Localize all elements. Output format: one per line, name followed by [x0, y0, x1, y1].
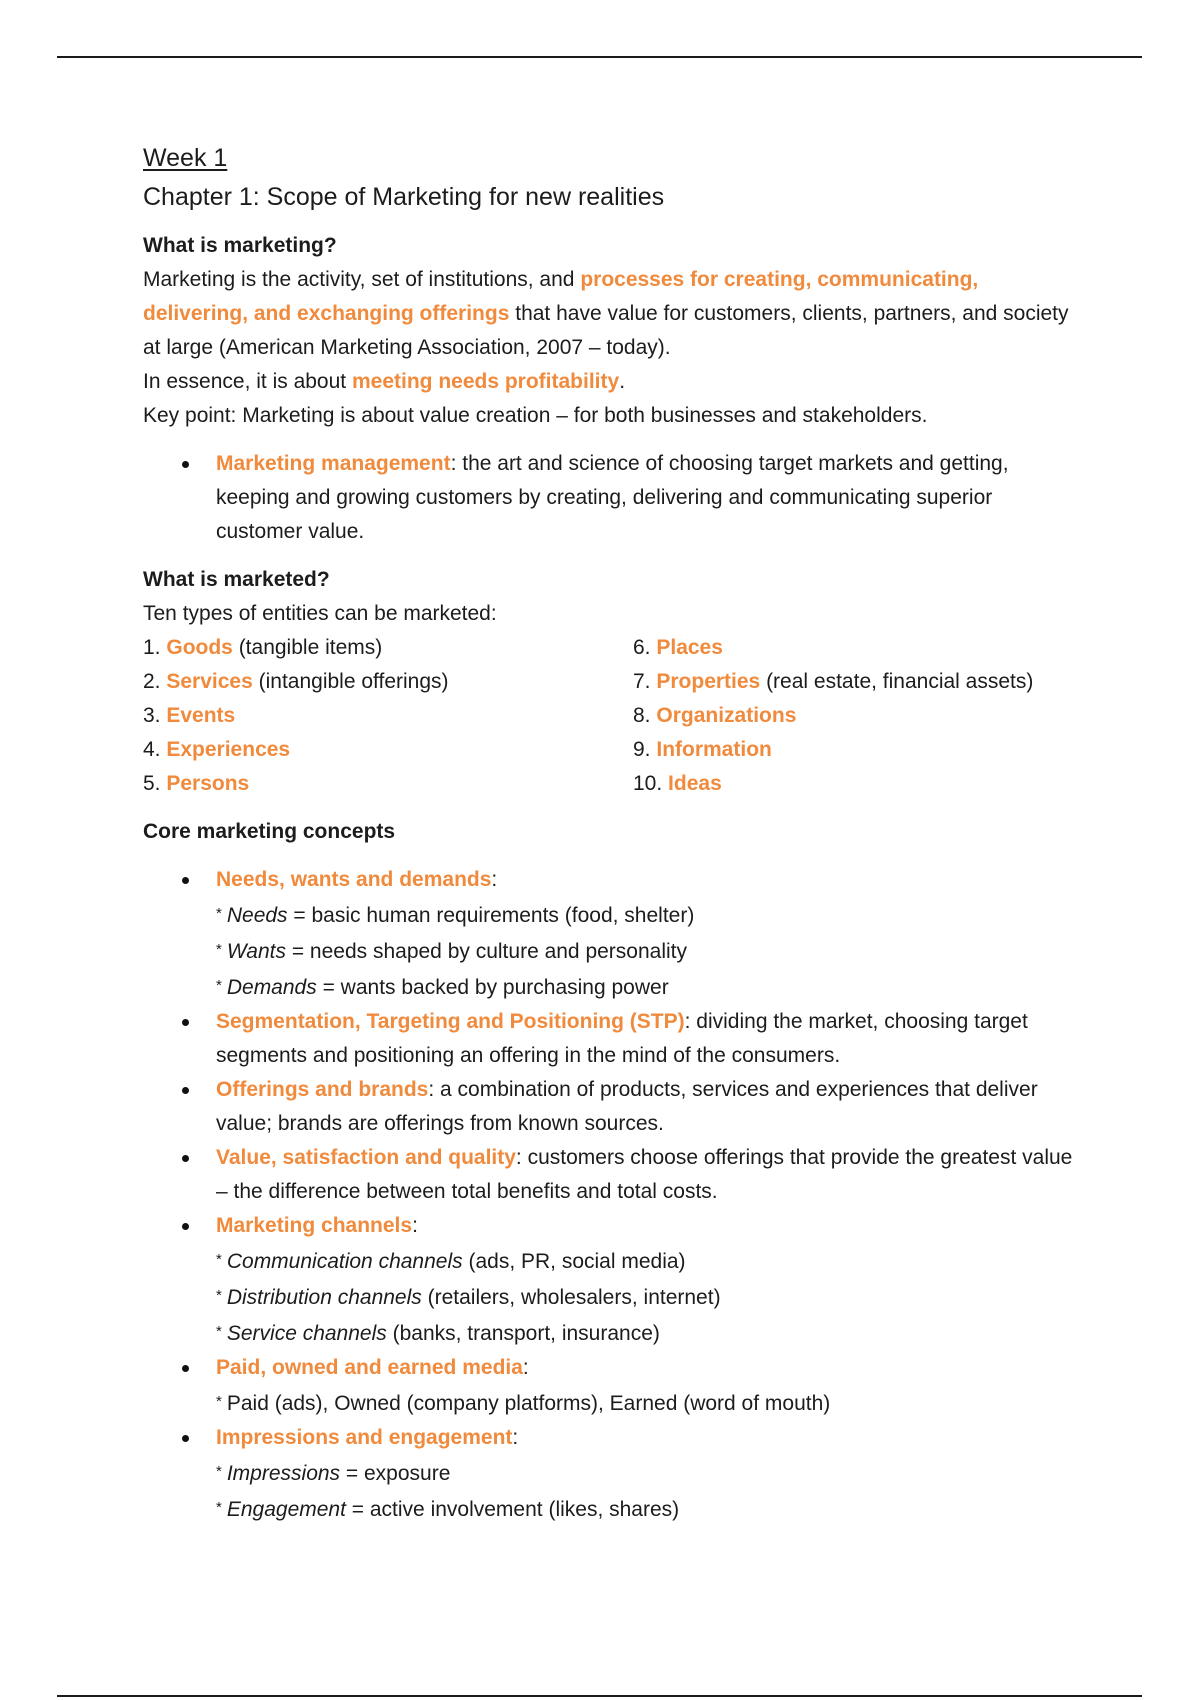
concepts-list [143, 863, 1073, 1527]
text: that have value for customers, clients, partners, and society at large (American Marketing Association, 2007 – today). [143, 302, 1069, 359]
term: Needs [226, 904, 288, 927]
item-number: 1. [143, 636, 161, 659]
highlight-text: Value, satisfaction and quality [216, 1146, 516, 1169]
bullet-needs-wants-demands [143, 863, 1073, 1005]
term: Impressions [226, 1462, 341, 1485]
text: (banks, transport, insurance) [386, 1322, 660, 1345]
text: = needs shaped by culture and personality [285, 940, 688, 963]
text: : [412, 1214, 418, 1237]
text: (tangible items) [232, 636, 383, 659]
item-number: 9. [633, 738, 651, 761]
marketing-definition [143, 263, 1073, 365]
text: : [522, 1356, 529, 1379]
entities-column-left [143, 631, 633, 801]
item-number: 7. [633, 670, 651, 693]
sub-item [216, 1455, 1073, 1491]
bullet-impressions-engagement [143, 1421, 1073, 1527]
footer-rule [57, 1695, 1142, 1697]
term: Wants [226, 940, 286, 963]
key-point-paragraph: Key point: Marketing is about value creation – for both businesses and stakeholders. [143, 404, 928, 427]
text: = wants backed by purchasing power [316, 976, 669, 999]
highlight-text: Places [656, 636, 723, 659]
text: = basic human requirements (food, shelter) [287, 904, 695, 927]
highlight-text: Events [166, 704, 236, 727]
sub-item [216, 1279, 1073, 1315]
asterisk: * [216, 1251, 222, 1268]
text: : the art and science of choosing target markets and getting, keeping and growing customers by creating, delivering and communicating superior customer value. [216, 452, 1009, 543]
highlight-text: Marketing channels [216, 1214, 413, 1237]
document-body [143, 140, 1073, 1527]
asterisk: * [216, 1499, 222, 1516]
asterisk: * [216, 1463, 222, 1480]
text: : a combination of products, services and experiences that deliver value; brands are offerings from known sources. [216, 1078, 1038, 1135]
list-item [143, 767, 633, 801]
list-item [633, 631, 1073, 665]
text: (ads, PR, social media) [462, 1250, 686, 1273]
highlight-text: Services [166, 670, 253, 693]
asterisk: * [216, 977, 222, 994]
bullet-paid-owned-earned [143, 1351, 1073, 1421]
heading-what-is-marketed: What is marketed? [143, 568, 330, 591]
highlight-text: meeting needs profitability [351, 370, 620, 393]
highlight-text: Ideas [668, 772, 722, 795]
highlight-text: Paid, owned and earned media [216, 1356, 523, 1379]
item-number: 10. [633, 772, 663, 795]
bullet-marketing-channels [143, 1209, 1073, 1351]
text: : [512, 1426, 519, 1449]
item-number: 5. [143, 772, 161, 795]
item-number: 3. [143, 704, 161, 727]
chapter-title: Chapter 1: Scope of Marketing for new realities [143, 183, 665, 211]
text: : [491, 868, 498, 891]
highlight-text: Goods [166, 636, 233, 659]
text: (retailers, wholesalers, internet) [421, 1286, 721, 1309]
heading-core-concepts: Core marketing concepts [143, 820, 396, 843]
term: Communication channels [226, 1250, 463, 1273]
text: . [619, 370, 626, 393]
sub-item [216, 1315, 1073, 1351]
list-item [633, 699, 1073, 733]
highlight-text: Information [656, 738, 772, 761]
highlight-text: Offerings and brands [216, 1078, 429, 1101]
bullet-offerings-brands [143, 1073, 1073, 1141]
highlight-text: Impressions and engagement [216, 1426, 513, 1449]
highlight-text: processes for creating, communicating, delivering, and exchanging offerings [143, 268, 979, 325]
asterisk: * [216, 1323, 222, 1340]
entities-intro: Ten types of entities can be marketed: [143, 602, 497, 625]
text: Paid (ads), Owned (company platforms), Earned (word of mouth) [226, 1392, 831, 1415]
sub-item [216, 1243, 1073, 1279]
asterisk: * [216, 1287, 222, 1304]
text: : dividing the market, choosing target segments and positioning an offering in the mind of the consumers. [216, 1010, 1028, 1067]
bullet-stp [143, 1005, 1073, 1073]
term: Distribution channels [226, 1286, 422, 1309]
item-number: 4. [143, 738, 161, 761]
header-rule [57, 56, 1142, 58]
bullet-value-satisfaction [143, 1141, 1073, 1209]
list-item [143, 631, 633, 665]
list-item [633, 767, 1073, 801]
list-item [633, 733, 1073, 767]
list-item [633, 665, 1073, 699]
text: (intangible offerings) [252, 670, 449, 693]
text: = active involvement (likes, shares) [345, 1498, 680, 1521]
sub-item [216, 933, 1073, 969]
item-number: 8. [633, 704, 651, 727]
week-title: Week 1 [143, 144, 228, 172]
highlight-text: Organizations [656, 704, 797, 727]
asterisk: * [216, 1393, 222, 1410]
list-item [143, 699, 633, 733]
list-item [143, 665, 633, 699]
highlight-text: Properties [656, 670, 761, 693]
bullet-list [143, 447, 1073, 549]
bullet-marketing-management [143, 447, 1073, 549]
sub-item [216, 1385, 1073, 1421]
text: In essence, it is about [143, 370, 352, 393]
sub-item [216, 897, 1073, 933]
term: Service channels [226, 1322, 387, 1345]
asterisk: * [216, 941, 222, 958]
text: (real estate, financial assets) [760, 670, 1034, 693]
text: Marketing is the activity, set of institutions, and [143, 268, 581, 291]
highlight-text: Persons [166, 772, 250, 795]
item-number: 2. [143, 670, 161, 693]
highlight-text: Marketing management [216, 452, 451, 475]
essence-paragraph [143, 365, 1073, 399]
highlight-text: Needs, wants and demands [216, 868, 492, 891]
term: Demands [226, 976, 317, 999]
text: = exposure [340, 1462, 451, 1485]
asterisk: * [216, 905, 222, 922]
entities-list [143, 631, 1073, 801]
highlight-text: Segmentation, Targeting and Positioning (STP) [216, 1010, 685, 1033]
highlight-text: Experiences [166, 738, 291, 761]
sub-item [216, 1491, 1073, 1527]
entities-column-right [633, 631, 1073, 801]
item-number: 6. [633, 636, 651, 659]
list-item [143, 733, 633, 767]
heading-what-is-marketing: What is marketing? [143, 234, 337, 257]
sub-item [216, 969, 1073, 1005]
text: : customers choose offerings that provide the greatest value – the difference between total benefits and total costs. [216, 1146, 1073, 1203]
term: Engagement [226, 1498, 346, 1521]
